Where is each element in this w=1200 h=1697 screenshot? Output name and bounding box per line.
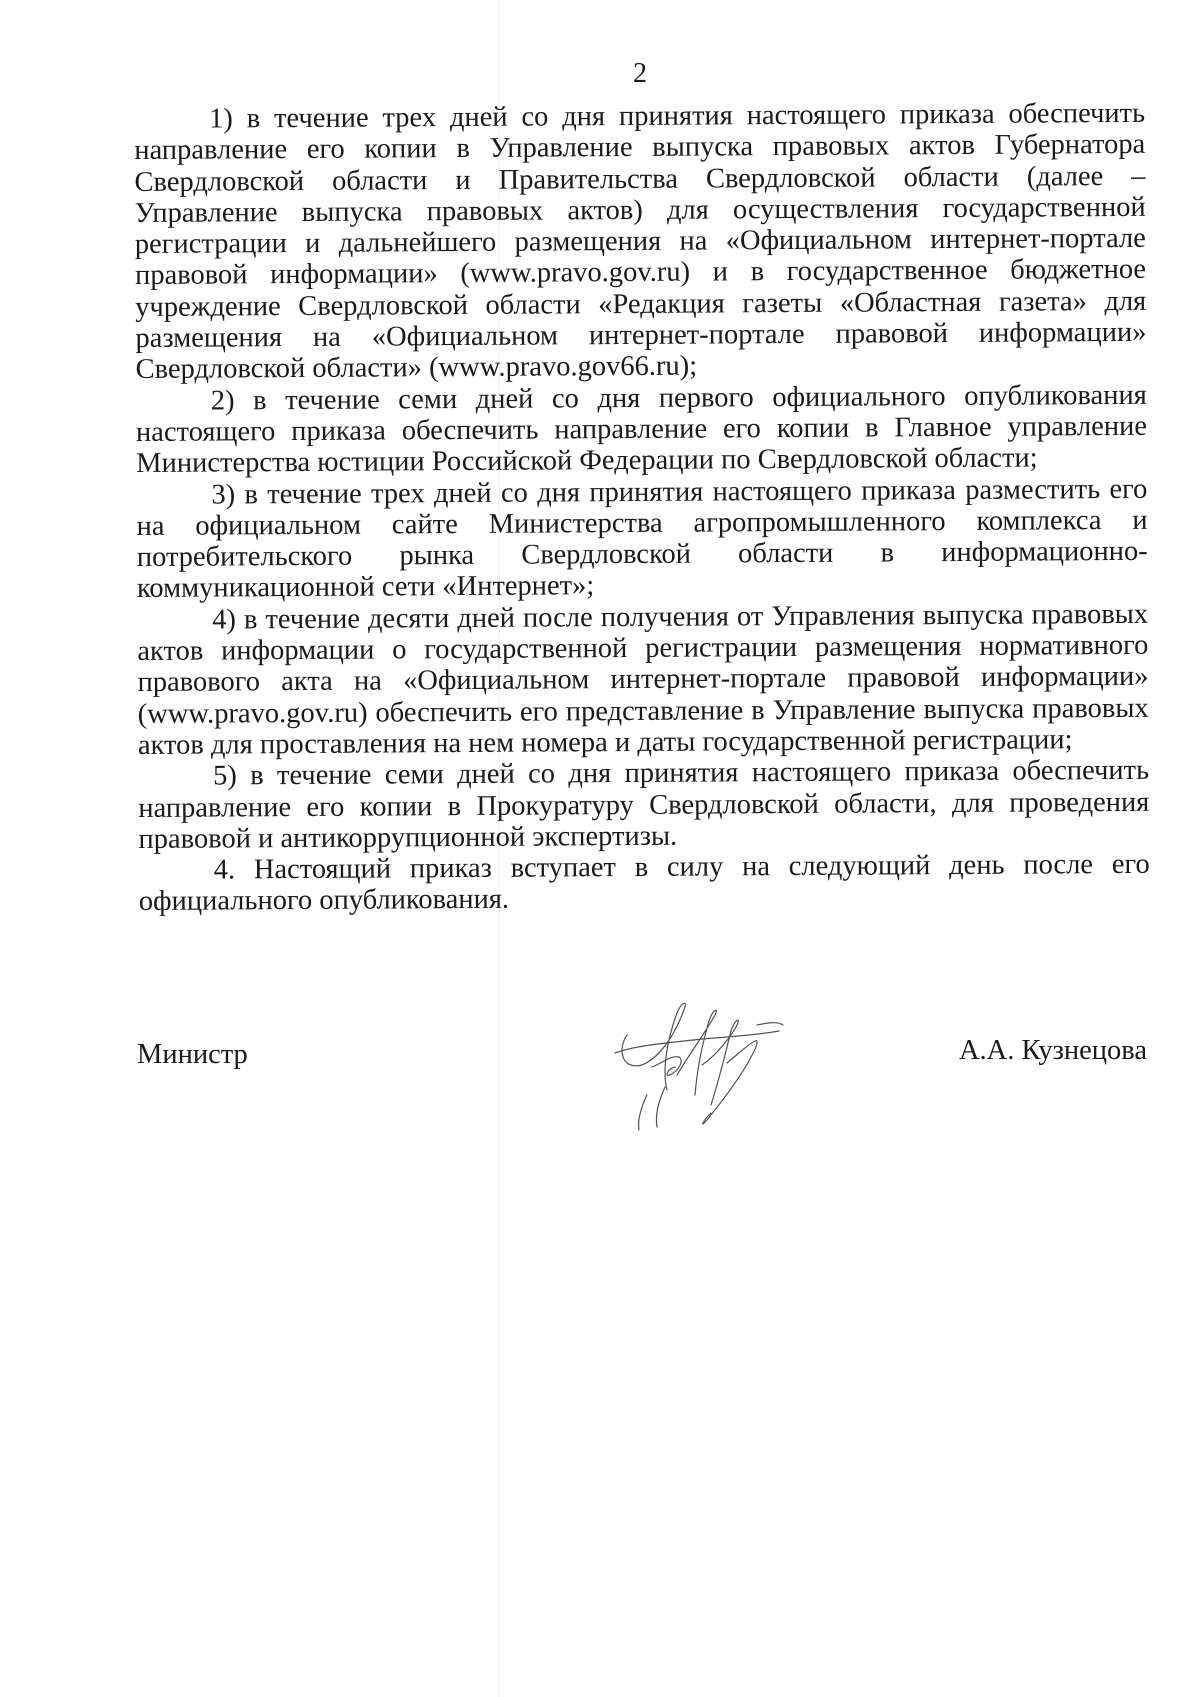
document-body [134,98,1150,918]
paragraph-item-1: 1) в течение трех дней со дня принятия настоящего приказа обеспечить направление его копии в Управление выпуска правовых актов Губернатора Свердловской области и Правительства Свердловской области (далее – Управление выпуска правовых актов) для осуществления государственной регистрации и дальнейшего размещения на «Официальном интернет-портале правовой информации» (www.pravo.gov.ru) и в государственное бюджетное учреждение Свердловской области «Редакция газеты «Областная газета» для размещения на «Официальном интернет-портале правовой информации» Свердловской области» (www.pravo.gov66.ru); [134,97,1147,386]
signer-title: Министр [137,1039,248,1070]
page-number: 2 [633,58,647,89]
paragraph-item-2: 2) в течение семи дней со дня первого официального опубликования настоящего приказа обеспечить направление его копии в Главное управление Министерства юстиции Российской Федерации по Свердловской области; [135,379,1148,480]
paragraph-item-5: 5) в течение семи дней со дня принятия настоящего приказа обеспечить направление его копии в Прокуратуру Свердловской области, для проведения правовой и антикоррупционной экспертизы. [138,755,1150,855]
signer-name: А.А. Кузнецова [958,1035,1147,1066]
paragraph-item-4: 4) в течение десяти дней после получения от Управления выпуска правовых актов информации о государственной регистрации размещения нормативного правового акта на «Официальном интернет-портале правовой информации» (www.pravo.gov.ru) обеспечить его представление в Управление выпуска правовых актов для проставления на нем номера и даты государственной регистрации; [137,598,1149,761]
paragraph-clause-4: 4. Настоящий приказ вступает в силу на следующий день после его официального опубликования. [138,848,1150,918]
paragraph-item-3: 3) в течение трех дней со дня принятия настоящего приказа разместить его на официальном сайте Министерства агропромышленного комплекса и потребительского рынка Свердловской области в информационно-коммуникационной сети «Интернет»; [136,473,1148,605]
handwritten-signature [607,995,787,1140]
signature-block [137,1035,1147,1165]
